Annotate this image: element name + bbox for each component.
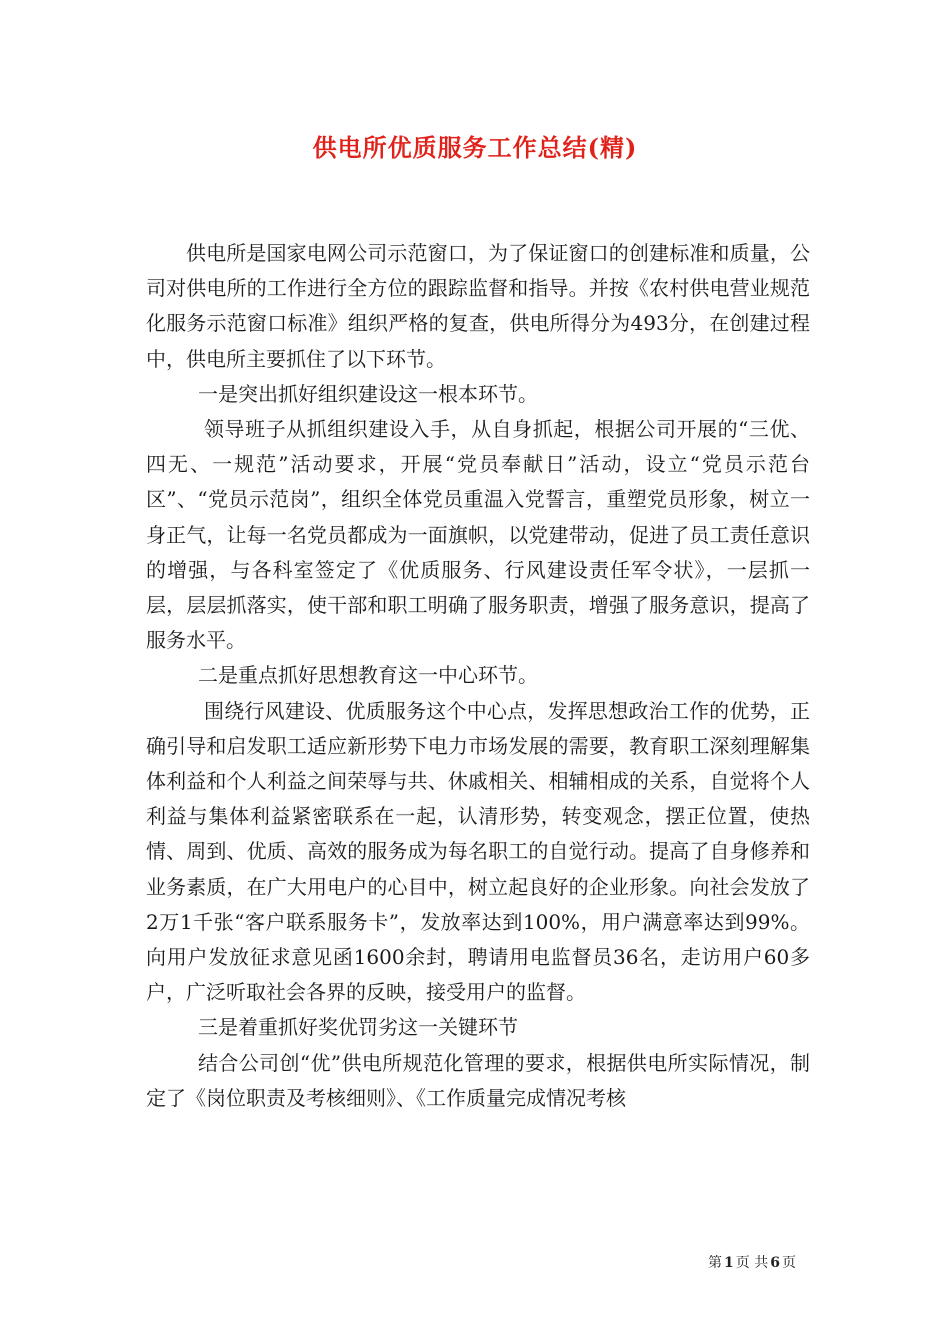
footer-total-pages: 6 [770, 1255, 780, 1271]
paragraph-section-1: 领导班子从抓组织建设入手，从自身抓起，根据公司开展的“三优、四无、一规范”活动要求，开展“党员奉献日”活动，设立“党员示范台区”、“党员示范岗”，组织全体党员重温入党誓言，重塑党员形象，树立一身正气，让每一名党员都成为一面旗帜，以党建带动，促进了员工责任意识的增强，与各科室签定了《优质服务、行风建设责任军令状》，一层抓一层，层层抓落实，使干部和职工明确了服务职责，增强了服务意识，提高了服务水平。 [146, 417, 810, 653]
section-heading-1: 一是突出抓好组织建设这一根本环节。 [198, 381, 538, 406]
document-body [146, 236, 810, 1116]
document-title: 供电所优质服务工作总结(精) [312, 133, 638, 162]
section-heading-2: 二是重点抓好思想教育这一中心环节。 [198, 663, 538, 688]
paragraph-section-3: 结合公司创“优”供电所规范化管理的要求，根据供电所实际情况，制定了《岗位职责及考核细则》、《工作质量完成情况考核 [146, 1050, 810, 1110]
page-number-footer [708, 1253, 796, 1273]
footer-middle: 页 共 [735, 1255, 769, 1271]
footer-prefix: 第 [708, 1255, 722, 1271]
paragraph-section-2: 围绕行风建设、优质服务这个中心点，发挥思想政治工作的优势，正确引导和启发职工适应新形势下电力市场发展的需要，教育职工深刻理解集体利益和个人利益之间荣辱与共、休戚相关、相辅相成的关系，自觉将个人利益与集体利益紧密联系在一起，认清形势，转变观念，摆正位置，使热情、周到、优质、高效的服务成为每名职工的自觉行动。提高了自身修养和业务素质，在广大用电户的心目中，树立起良好的企业形象。向社会发放了2万1千张“客户联系服务卡”，发放率达到100%，用户满意率达到99%。向用户发放征求意见函1600余封，聘请用电监督员36名，走访用户60多户，广泛听取社会各界的反映，接受用户的监督。 [146, 698, 810, 1005]
footer-suffix: 页 [781, 1255, 796, 1271]
footer-current-page: 1 [724, 1255, 734, 1271]
paragraph-intro: 供电所是国家电网公司示范窗口，为了保证窗口的创建标准和质量，公司对供电所的工作进行全方位的跟踪监督和指导。并按《农村供电营业规范化服务示范窗口标准》组织严格的复查，供电所得分为493分，在创建过程中，供电所主要抓住了以下环节。 [146, 241, 810, 371]
section-heading-3: 三是着重抓好奖优罚劣这一关键环节 [198, 1015, 518, 1040]
